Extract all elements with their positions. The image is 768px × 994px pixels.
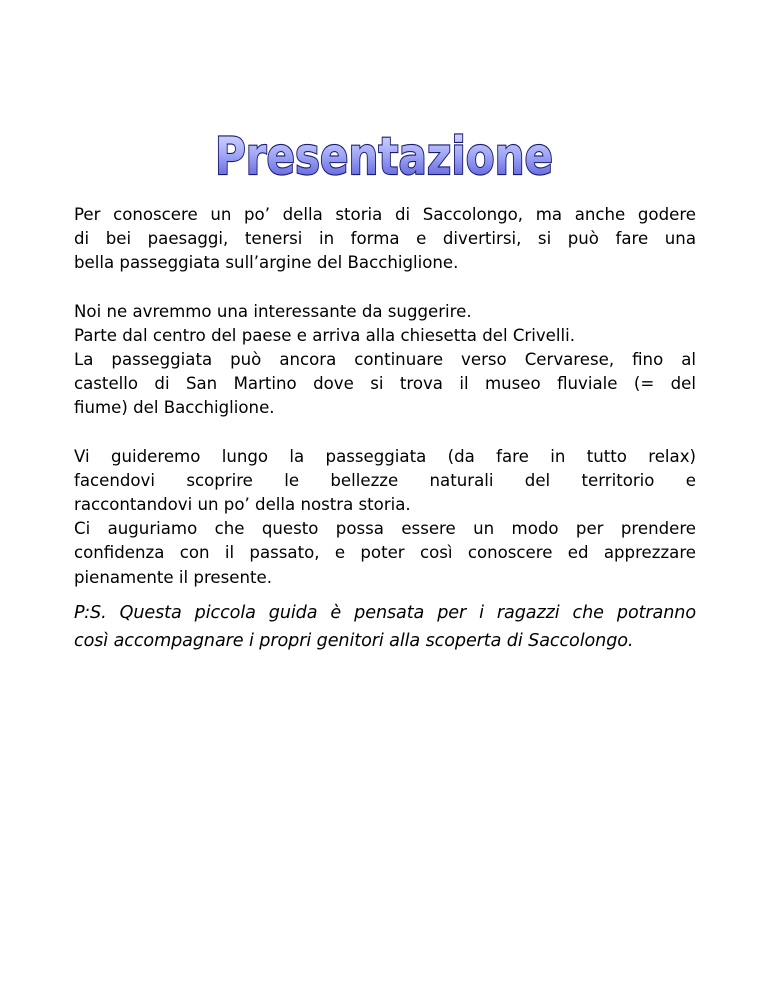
text-line: fiume) del Bacchiglione. [74, 398, 275, 418]
text-line: P:S. Questa piccola guida è pensata per i ragazzi che potranno [74, 602, 696, 623]
text-line: così accompagnare i propri genitori alla scoperta di Saccolongo. [74, 630, 634, 651]
page-title: Presentazione [215, 128, 553, 187]
text-line: Vi guideremo lungo la passeggiata (da fare in tutto relax) [74, 446, 696, 466]
paragraph-guide [74, 445, 696, 590]
text-line: pienamente il presente. [74, 567, 272, 587]
text-line: Per conoscere un po’ della storia di Saccolongo, ma anche godere [74, 205, 696, 224]
postscript [74, 599, 696, 655]
title-wordart [0, 128, 768, 188]
paragraph-spacer [74, 276, 696, 300]
body-text [74, 203, 696, 655]
text-line: La passeggiata può ancora continuare verso Cervarese, fino al [74, 350, 696, 370]
title-graphic [0, 128, 768, 188]
text-line: bella passeggiata sull’argine del Bacchiglione. [74, 253, 459, 273]
paragraph-route [74, 300, 696, 421]
text-line: castello di San Martino dove si trova il museo fluviale (= del [74, 374, 696, 394]
text-line: Ci auguriamo che questo possa essere un modo per prendere [74, 519, 696, 539]
text-line: di bei paesaggi, tenersi in forma e divertirsi, si può fare una [74, 229, 696, 249]
text-line: Noi ne avremmo una interessante da suggerire. [74, 301, 472, 321]
text-line: facendovi scoprire le bellezze naturali del territorio e [74, 470, 696, 490]
text-line: raccontandovi un po’ della nostra storia. [74, 495, 411, 515]
text-line: confidenza con il passato, e poter così conoscere ed apprezzare [74, 543, 696, 563]
text-line: Parte dal centro del paese e arriva alla chiesetta del Crivelli. [74, 325, 575, 345]
paragraph-spacer [74, 421, 696, 445]
paragraph-intro [74, 203, 696, 276]
